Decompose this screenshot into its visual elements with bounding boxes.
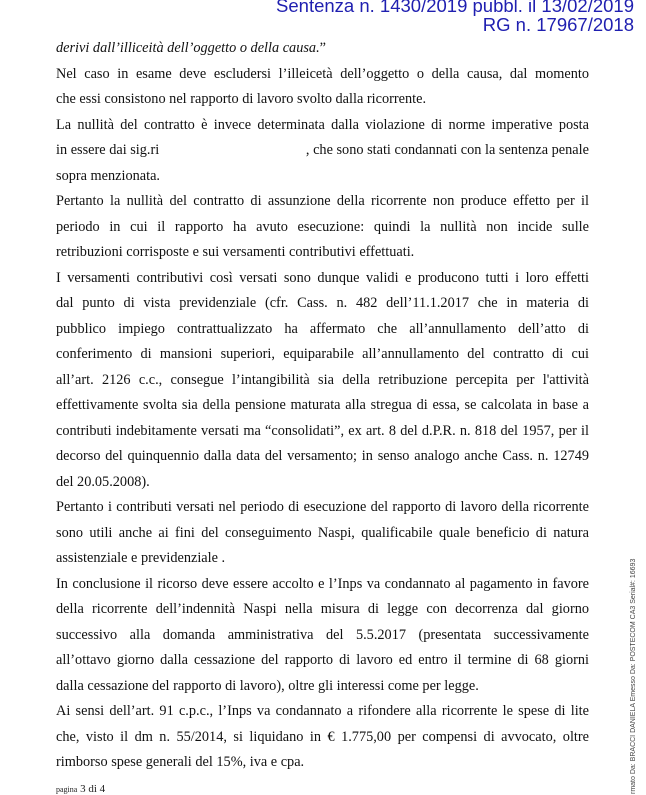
text-line: che, visto il dm n. 55/2014, si liquidano in € 1.775,00 per compensi di avvocato, oltre [56, 728, 589, 745]
text-line: all’ottavo giorno dalla cessazione del rapporto di lavoro ed entro il termine di 68 giorni [56, 652, 589, 668]
text-line: Pertanto i contributi versati nel periodo di esecuzione del rapporto di lavoro della ricorrente [56, 499, 589, 515]
page-footer [56, 783, 105, 795]
text-line: successivo alla domanda amministrativa del 5.5.2017 (presentata successivamente [56, 626, 589, 643]
paragraph [56, 495, 589, 572]
paragraph [56, 62, 589, 113]
text-line: La nullità del contratto è invece determinata dalla violazione di norme imperative posta [56, 116, 589, 133]
redacted-names [163, 138, 303, 164]
text-line: all’art. 2126 c.c., consegue l’intangibilità sia della retribuzione percepita per l'attività [56, 371, 589, 388]
document-body [56, 36, 589, 776]
paragraph [56, 572, 589, 700]
paragraph [56, 36, 589, 62]
document-header [276, 0, 634, 34]
page-label: pagina [56, 785, 78, 794]
text-line: I versamenti contributivi così versati sono dunque validi e producono tutti i loro effetti [56, 269, 589, 286]
redacted-after: , che sono stati condannati con la sentenza penale [305, 142, 589, 158]
text-line: retribuzioni corrisposte e sui versamenti contributivi effettuati. [56, 244, 415, 260]
page-number: 3 di 4 [80, 783, 106, 795]
text-line: decorso del quinquennio dalla data del versamento; in senso analogo anche Cass. n. 12749 [56, 448, 589, 464]
text-line: Nel caso in esame deve escludersi l’illeicetà dell’oggetto o della causa, dal momento [56, 65, 589, 82]
text-line: conferimento di mansioni superiori, equiparabile all’annullamento del contratto di cui [56, 346, 589, 362]
text-line: periodo in cui il rapporto ha avuto esecuzione: quindi la nullità non incide sulle [56, 218, 589, 235]
digital-signature-stamp: rmato Da: BRACCI DANIELA Emesso Da: POSTECOM CA3 Serial#: 16693 [630, 558, 637, 794]
text-line: pubblico impiego contrattualizzato ha affermato che all’annullamento dell’atto di [56, 320, 589, 337]
text-line: In conclusione il ricorso deve essere accolto e l’Inps va condannato al pagamento in favore [56, 575, 589, 592]
text-line: effettivamente svolta sia della pensione maturata alla stregua di essa, se calcolata in base a [56, 397, 589, 413]
paragraph [56, 189, 589, 266]
text-line: contributi indebitamente versati ma “consolidati”, ex art. 8 del d.P.R. n. 818 del 1957, per il [56, 422, 589, 439]
text-line [56, 36, 589, 62]
italic-quote: derivi dall’illiceità dell’oggetto o della causa. [56, 40, 320, 56]
text-line: del 20.05.2008). [56, 473, 150, 490]
text-line: sono utili anche ai fini del conseguimento Naspi, qualificabile quale beneficio di natura [56, 524, 589, 541]
text-line: Pertanto la nullità del contratto di assunzione della ricorrente non produce effetto per il [56, 193, 589, 209]
text-line: sopra menzionata. [56, 167, 161, 184]
redacted-before: in essere dai sig.ri [56, 142, 160, 158]
text-line: della ricorrente dell’indennità Naspi nella misura di legge con decorrenza dal giorno [56, 601, 589, 617]
sentence-number: Sentenza n. 1430/2019 pubbl. il 13/02/2019 [276, 0, 634, 16]
text-line: dalla cessazione del rapporto di lavoro), oltre gli interessi come per legge. [56, 677, 479, 694]
paragraph [56, 699, 589, 776]
paragraph [56, 266, 589, 496]
text-line: che essi consistono nel rapporto di lavoro svolto dalla ricorrente. [56, 91, 427, 107]
text-line: assistenziale e previdenziale . [56, 550, 226, 566]
case-number: RG n. 17967/2018 [482, 14, 634, 35]
text-line: Ai sensi dell’art. 91 c.p.c., l’Inps va condannato a rifondere alla ricorrente le spese di lite [56, 703, 589, 719]
text-line [56, 138, 589, 164]
text-line: rimborso spese generali del 15%, iva e cpa. [56, 754, 305, 770]
closing-quote: ” [319, 40, 327, 56]
text-line: dal punto di vista previdenziale (cfr. Cass. n. 482 dell’11.1.2017 che in materia di [56, 295, 589, 311]
paragraph [56, 113, 589, 190]
